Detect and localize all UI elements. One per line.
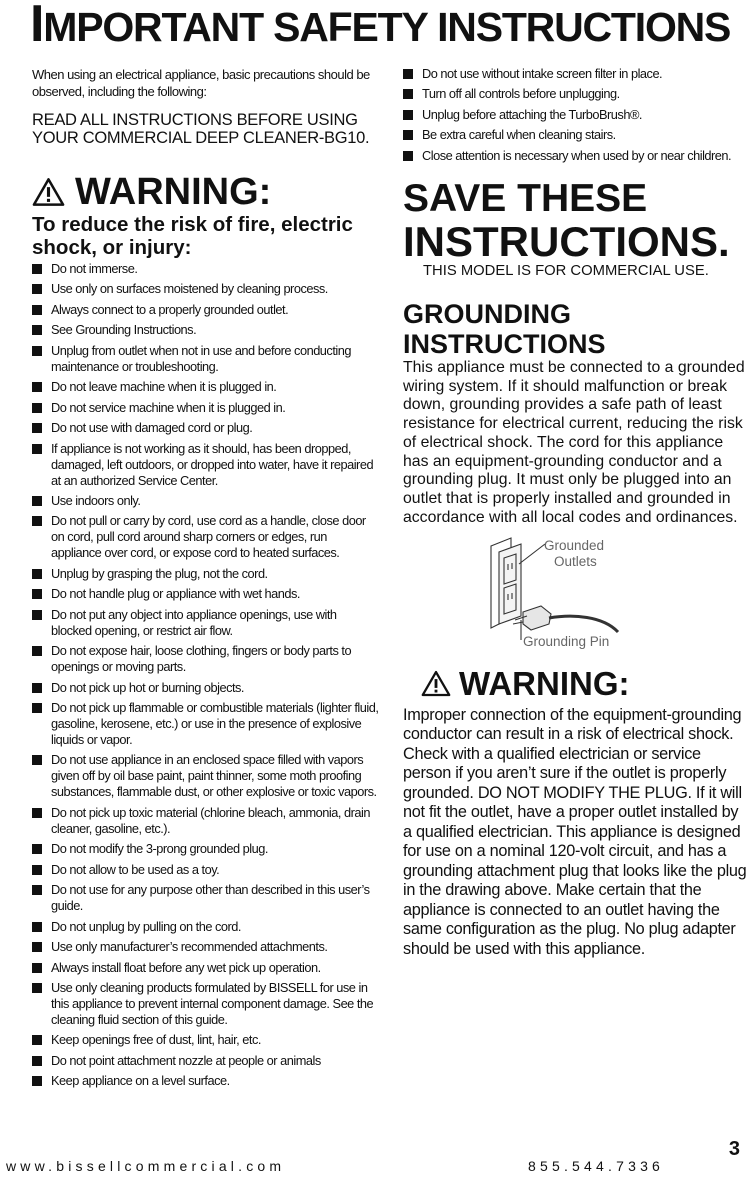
bullet-text: Use only cleaning products formulated by BISSELL for use in this appliance to prevent internal component damage. See the cleaning fluid section of this guide. (51, 979, 374, 1027)
bullet-item (32, 400, 380, 416)
bullet-item (403, 107, 748, 123)
bullet-item (32, 441, 380, 489)
bullet-text: Do not use for any purpose other than described in this user’s guide. (51, 882, 370, 914)
bullet-text: Do not use without intake screen filter in place. (422, 66, 663, 81)
safety-bullet-list (32, 261, 380, 1089)
bullet-text: Do not point attachment nozzle at people or animals (51, 1052, 321, 1068)
page-title-initial: I (30, 0, 44, 53)
bullet-item (32, 1073, 380, 1089)
grounding-heading-line1: GROUNDING (403, 298, 571, 329)
bullet-text: Do not leave machine when it is plugged in. (51, 379, 277, 395)
bullet-square-icon (32, 865, 42, 875)
second-warning-heading (421, 666, 748, 702)
second-warning-heading-text: WARNING: (459, 664, 630, 702)
bullet-text: Unplug by grasping the plug, not the cord. (51, 565, 268, 581)
bullet-square-icon (32, 1035, 42, 1045)
bullet-text: Use only on surfaces moistened by cleaning process. (51, 281, 328, 297)
bullet-square-icon (32, 922, 42, 932)
footer-website[interactable]: www.bissellcommercial.com (6, 1158, 286, 1174)
bullet-item (403, 127, 748, 143)
bullet-text: Do not immerse. (51, 261, 138, 276)
second-warning-body: Improper connection of the equipment-grounding conductor can result in a risk of electrical shock. Check with a qualified electrician or service person if you aren’t sure if the outlet is properly grounded. DO NOT MODIFY THE PLUG. If it will not fit the outlet, have a proper outlet installed by a qualified electrician. This appliance is designed for use on a nominal 120-volt circuit, and has a grounding attachment plug that looks like the plug in the drawing above. Make certain that the appliance is connected to an outlet having the same configuration as the plug. No plug adapter should be used with this appliance. (403, 705, 747, 958)
bullet-item (32, 805, 380, 837)
bullet-item (403, 66, 748, 82)
bullet-text: Do not expose hair, loose clothing, fingers or body parts to openings or moving parts. (51, 643, 352, 675)
bullet-item (32, 980, 380, 1028)
bullet-item (32, 281, 380, 297)
bullet-square-icon (32, 305, 42, 315)
bullet-item (32, 343, 380, 375)
bullet-square-icon (32, 325, 42, 335)
bullet-item (32, 379, 380, 395)
bullet-square-icon (32, 942, 42, 952)
save-instructions-heading (403, 178, 748, 263)
bullet-square-icon (403, 69, 413, 79)
bullet-item (32, 322, 380, 338)
bullet-text: Do not modify the 3-prong grounded plug. (51, 841, 268, 857)
save-heading-line1: SAVE THESE (403, 176, 648, 220)
bullet-text: If appliance is not working as it should, has been dropped, damaged, left outdoors, or dropped into water, have it repaired at an authorized Service Center. (51, 440, 374, 488)
left-column (32, 66, 380, 1094)
bullet-text: See Grounding Instructions. (51, 322, 197, 338)
bullet-item (403, 148, 748, 164)
bullet-square-icon (32, 646, 42, 656)
bullet-square-icon (32, 284, 42, 294)
bullet-square-icon (32, 703, 42, 713)
bullet-text: Do not pick up toxic material (chlorine bleach, ammonia, drain cleaner, gasoline, etc.). (51, 804, 370, 836)
bullet-item (32, 680, 380, 696)
outlet-plug-illustration (403, 536, 748, 652)
bullet-item (32, 841, 380, 857)
bullet-square-icon (32, 346, 42, 356)
bullet-text: Use only manufacturer’s recommended attachments. (51, 939, 328, 955)
bullet-square-icon (32, 444, 42, 454)
bullet-text: Use indoors only. (51, 492, 141, 508)
bullet-text: Do not unplug by pulling on the cord. (51, 918, 241, 934)
bullet-text: Always install float before any wet pick up operation. (51, 959, 321, 975)
bullet-item (32, 607, 380, 639)
bullet-item (32, 752, 380, 800)
intro-text: When using an electrical appliance, basic precautions should be observed, including the following: (32, 67, 370, 99)
grounding-body-text: This appliance must be connected to a grounded wiring system. If it should malfunction or break down, grounding provides a safe path of least resistance for electrical current, reducing the risk of electrical shock. The cord for this appliance has an equipment-grounding conductor and a grounding plug. It must only be plugged into an outlet that is properly installed and grounded in accordance with all local codes and ordinances. (403, 358, 745, 526)
bullet-square-icon (32, 1076, 42, 1086)
page-number: 3 (728, 1138, 740, 1160)
bullet-square-icon (403, 89, 413, 99)
bullet-square-icon (32, 589, 42, 599)
bullet-square-icon (32, 610, 42, 620)
bullet-square-icon (403, 110, 413, 120)
bullet-square-icon (32, 382, 42, 392)
grounded-label-line1: Grounded (544, 537, 605, 553)
bullet-square-icon (403, 151, 413, 161)
bullet-text: Do not pick up flammable or combustible materials (lighter fluid, gasoline, kerosene, etc.) or use in the presence of explosive liquids or vapor. (51, 700, 379, 747)
bullet-square-icon (32, 264, 42, 274)
bullet-square-icon (403, 130, 413, 140)
bullet-text: Always connect to a properly grounded outlet. (51, 301, 289, 317)
bullet-square-icon (32, 963, 42, 973)
bullet-square-icon (32, 516, 42, 526)
bullet-item (32, 939, 380, 955)
bullet-square-icon (32, 983, 42, 993)
bullet-text: Do not pick up hot or burning objects. (51, 679, 244, 695)
bullet-text: Do not pull or carry by cord, use cord as a handle, close door on cord, pull cord around sharp corners or edges, run appliance over cord, or expose cord to heated surfaces. (51, 513, 366, 561)
bullet-text: Close attention is necessary when used by or near children. (422, 147, 732, 163)
grounded-outlet-figure (403, 536, 748, 652)
read-all-notice: READ ALL INSTRUCTIONS BEFORE USING YOUR COMMERCIAL DEEP CLEANER-BG10. (32, 111, 370, 147)
save-heading-line2: INSTRUCTIONS. (403, 217, 730, 265)
grounded-label-line2: Outlets (554, 553, 597, 569)
bullet-square-icon (32, 885, 42, 895)
bullet-square-icon (32, 403, 42, 413)
bullet-square-icon (32, 569, 42, 579)
bullet-square-icon (32, 683, 42, 693)
bullet-item (32, 302, 380, 318)
bullet-item (32, 493, 380, 509)
bullet-text: Do not service machine when it is plugged in. (51, 399, 286, 415)
bullet-item (32, 566, 380, 582)
page-title (30, 0, 746, 53)
grounding-heading (403, 299, 748, 359)
bullet-item (32, 261, 380, 277)
bullet-square-icon (32, 423, 42, 433)
bullet-text: Unplug from outlet when not in use and before conducting maintenance or troubleshooting. (51, 342, 351, 374)
bullet-item (32, 700, 380, 748)
bullet-item (403, 86, 748, 102)
warning-triangle-icon (32, 177, 65, 207)
bullet-square-icon (32, 496, 42, 506)
page-title-rest: MPORTANT SAFETY INSTRUCTIONS (43, 4, 731, 50)
warning-subheading: To reduce the risk of fire, electric shock, or injury: (32, 213, 353, 259)
grounding-pin-label: Grounding Pin (523, 633, 610, 649)
bullet-item (32, 1032, 380, 1048)
warning-heading (32, 172, 380, 212)
bullet-text: Do not put any object into appliance openings, use with blocked opening, or restrict air flow. (51, 606, 337, 638)
right-column (403, 66, 748, 959)
bullet-item (32, 420, 380, 436)
bullet-item (32, 919, 380, 935)
bullet-text: Keep appliance on a level surface. (51, 1073, 230, 1089)
bullet-item (32, 586, 380, 602)
footer-phone[interactable]: 855.544.7336 (528, 1158, 665, 1174)
bullet-square-icon (32, 808, 42, 818)
bullet-item (32, 1053, 380, 1069)
extra-safety-bullet-list (403, 66, 748, 164)
bullet-text: Do not handle plug or appliance with wet hands. (51, 586, 300, 602)
warning-triangle-icon (421, 670, 451, 697)
bullet-text: Be extra careful when cleaning stairs. (422, 127, 616, 143)
bullet-item (32, 882, 380, 914)
bullet-item (32, 643, 380, 675)
bullet-square-icon (32, 844, 42, 854)
commercial-use-note: THIS MODEL IS FOR COMMERCIAL USE. (423, 262, 709, 279)
bullet-item (32, 513, 380, 561)
bullet-text: Do not allow to be used as a toy. (51, 861, 220, 877)
bullet-text: Keep openings free of dust, lint, hair, etc. (51, 1032, 261, 1048)
bullet-square-icon (32, 1056, 42, 1066)
bullet-square-icon (32, 755, 42, 765)
bullet-text: Do not use with damaged cord or plug. (51, 420, 253, 436)
bullet-text: Unplug before attaching the TurboBrush®. (422, 106, 642, 122)
grounding-heading-line2: INSTRUCTIONS (403, 328, 606, 359)
bullet-text: Do not use appliance in an enclosed space filled with vapors given off by oil base paint, paint thinner, some moth proofing substances, flammable dust, or other explosive or toxic vapors. (51, 752, 377, 800)
bullet-text: Turn off all controls before unplugging. (422, 86, 620, 102)
warning-heading-text: WARNING: (75, 171, 272, 213)
bullet-item (32, 862, 380, 878)
bullet-item (32, 960, 380, 976)
